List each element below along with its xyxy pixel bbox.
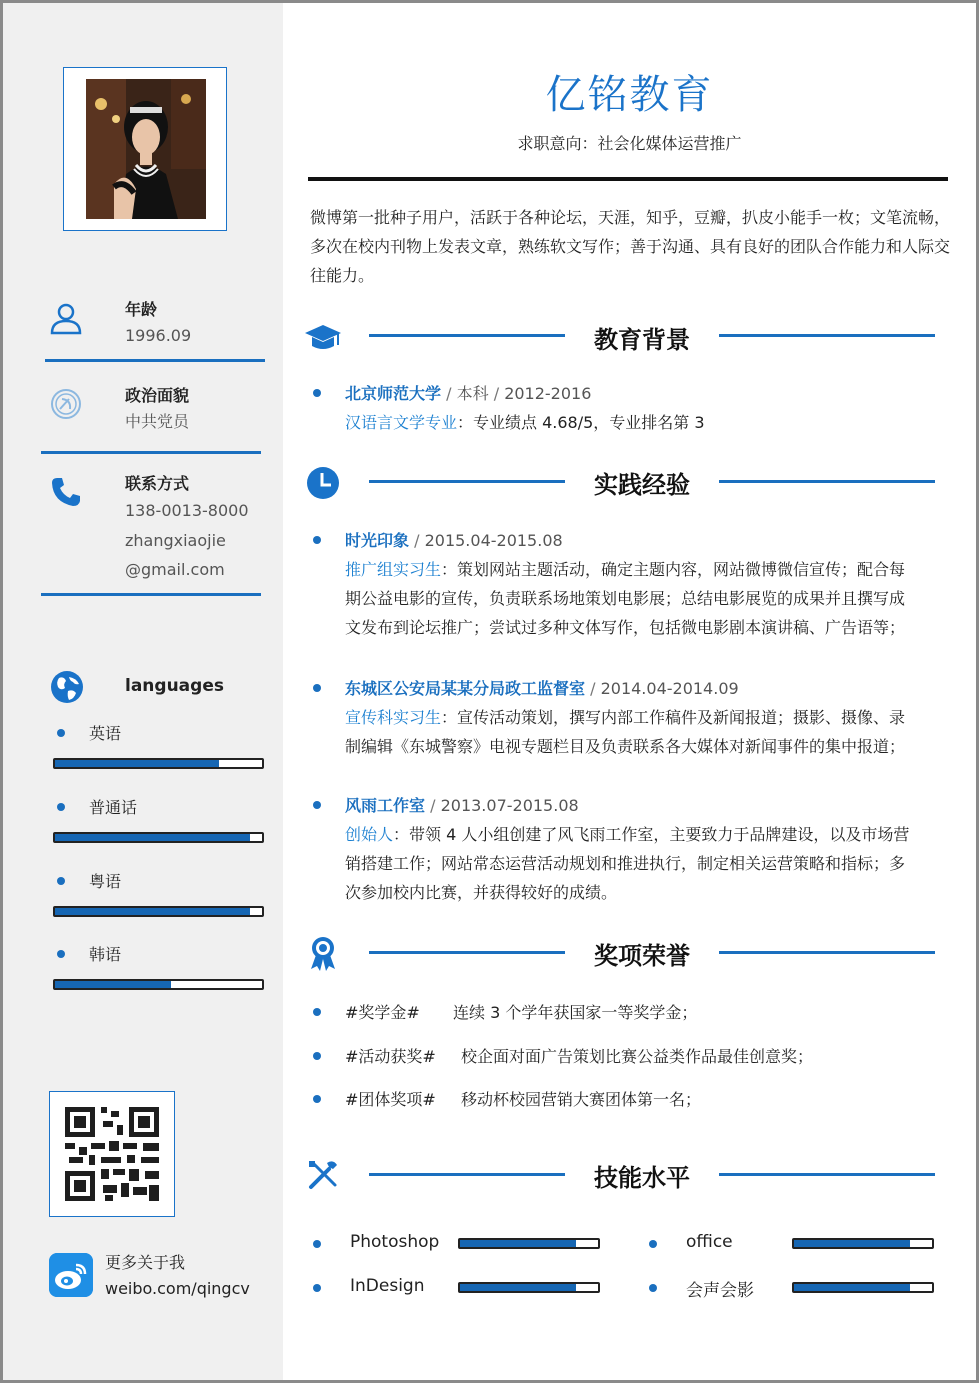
sidebar — [3, 3, 283, 1380]
weibo-link[interactable]: weibo.com/qingcv — [105, 1279, 250, 1298]
experience-detail-line — [345, 555, 950, 584]
skill-level-fill — [794, 1240, 910, 1247]
divider — [41, 451, 261, 454]
degree: 本科 — [456, 384, 489, 403]
language-item — [51, 721, 267, 771]
experience-period: 2014.04-2014.09 — [600, 679, 739, 698]
contact-block — [41, 471, 261, 601]
language-level-fill — [55, 981, 171, 988]
language-item — [51, 795, 267, 845]
experience-org: 东城区公安局某某分局政工监督室 — [345, 679, 586, 698]
section-line — [719, 480, 935, 483]
separator: / — [493, 384, 505, 403]
bullet — [313, 1284, 321, 1292]
skill-level-bar — [458, 1282, 600, 1293]
phone-icon — [49, 475, 83, 509]
bullet — [649, 1284, 657, 1292]
language-level-bar — [53, 979, 264, 990]
experience-detail-text: ：带领 4 人小组创建了风飞雨工作室，主要致力于品牌建设，以及市场营 — [393, 825, 910, 844]
bullet — [313, 1240, 321, 1248]
main-content — [283, 3, 976, 1380]
globe-icon — [49, 669, 85, 705]
skill-level-bar — [792, 1238, 934, 1249]
skill-level-bar — [458, 1238, 600, 1249]
bullet — [313, 801, 321, 809]
experience-detail-line — [345, 820, 950, 849]
language-level-bar — [53, 758, 264, 769]
major: 汉语言文学专业 — [345, 413, 458, 432]
language-level-bar — [53, 906, 264, 917]
language-name: 普通话 — [89, 798, 138, 817]
section-line — [369, 1173, 565, 1176]
skill-level-fill — [460, 1240, 576, 1247]
major-detail: ：专业绩点 4.68/5，专业排名第 3 — [457, 413, 705, 432]
education-major-row — [345, 408, 950, 437]
language-item — [51, 942, 267, 992]
language-level-bar — [53, 832, 264, 843]
experience-role: 宣传科实习生 — [345, 708, 442, 727]
education-title: 教育背景 — [594, 326, 690, 354]
politics-label: 政治面貌 — [125, 386, 190, 405]
email-line2: @gmail.com — [125, 560, 225, 579]
weibo-icon[interactable] — [49, 1253, 93, 1297]
school-name: 北京师范大学 — [345, 384, 442, 403]
languages-title: languages — [125, 676, 224, 696]
bullet — [57, 729, 65, 737]
experience-org: 时光印象 — [345, 531, 410, 550]
awards-title: 奖项荣誉 — [594, 942, 690, 970]
age-block — [41, 297, 261, 367]
bullet — [313, 1008, 321, 1016]
experience-detail-line — [345, 878, 950, 907]
skill-name: 会声会影 — [686, 1281, 754, 1301]
tools-icon — [303, 1155, 343, 1195]
phone-value: 138-0013-8000 — [125, 501, 249, 520]
experience-org: 风雨工作室 — [345, 796, 426, 815]
experience-detail-text: 期公益电影的宣传，负责联系场地策划电影展；总结电影展览的成果并且撰写成 — [345, 589, 906, 608]
section-line — [369, 334, 565, 337]
education-years: 2012-2016 — [504, 384, 592, 403]
award-description: 移动杯校园营销大赛团体第一名； — [461, 1090, 702, 1109]
profile-photo-frame — [63, 67, 227, 231]
self-summary: 微博第一批种子用户，活跃于各种论坛，天涯，知乎，豆瓣，扒皮小能手一枚；文笔流畅，多次在校内刊物上发表文章，熟练软文写作；善于沟通、具有良好的团队合作能力和人际交往能力。 — [310, 208, 951, 285]
contact-label: 联系方式 — [125, 474, 190, 493]
separator: / — [409, 531, 425, 550]
award-description: 校企面对面广告策划比赛公益类作品最佳创意奖； — [461, 1047, 814, 1066]
experience-detail-text: ：策划网站主题活动，确定主题内容，网站微博微信宣传；配合每 — [441, 560, 906, 579]
medal-icon — [303, 933, 343, 973]
profile-photo — [86, 79, 206, 219]
experience-detail-line — [345, 613, 950, 642]
experience-period: 2015.04-2015.08 — [424, 531, 563, 550]
experience-role: 创始人 — [345, 825, 394, 844]
user-icon — [49, 301, 83, 335]
experience-period: 2013.07-2015.08 — [440, 796, 579, 815]
bullet — [313, 536, 321, 544]
section-line — [369, 480, 565, 483]
experience-detail-text: 文发布到论坛推广；尝试过多种文体写作，包括微电影剧本演讲稿、广告语等； — [345, 618, 906, 637]
language-name: 韩语 — [89, 945, 122, 964]
clock-icon — [303, 463, 343, 503]
education-school-row — [345, 379, 950, 408]
age-value: 1996.09 — [125, 326, 192, 345]
skill-level-fill — [460, 1284, 576, 1291]
skill-name: InDesign — [350, 1276, 425, 1296]
bullet — [313, 684, 321, 692]
experience-header — [345, 674, 950, 703]
skill-level-fill — [794, 1284, 910, 1291]
experience-detail-line — [345, 584, 950, 613]
experience-detail-line — [345, 703, 950, 732]
language-level-fill — [55, 760, 219, 767]
section-line — [719, 951, 935, 954]
bullet — [313, 389, 321, 397]
more-about-me-label: 更多关于我 — [105, 1253, 186, 1272]
experience-detail-text: 制编辑《东城警察》电视专题栏目及负责联系各大媒体对新闻事件的集中报道； — [345, 737, 906, 756]
award-tag: #团体奖项# — [345, 1090, 436, 1109]
skills-title: 技能水平 — [594, 1164, 690, 1192]
language-name: 英语 — [89, 724, 122, 743]
skill-name: office — [686, 1232, 733, 1252]
award-description: 连续 3 个学年获国家一等奖学金； — [453, 1003, 698, 1022]
bullet — [649, 1240, 657, 1248]
divider — [41, 593, 261, 596]
award-tag: #奖学金# — [345, 1003, 420, 1022]
experience-title: 实践经验 — [594, 471, 690, 499]
experience-detail-text: 销搭建工作；网站常态运营活动规划和推进执行，制定相关运营策略和指标；多 — [345, 854, 906, 873]
language-level-fill — [55, 908, 250, 915]
job-intent: 求职意向：社会化媒体运营推广 — [517, 134, 742, 153]
experience-detail-text: 次参加校内比赛，并获得较好的成绩。 — [345, 883, 618, 902]
experience-detail-line — [345, 732, 950, 761]
bullet — [313, 1095, 321, 1103]
skill-level-bar — [792, 1282, 934, 1293]
qr-code — [61, 1103, 163, 1205]
language-name: 粤语 — [89, 872, 122, 891]
divider — [45, 359, 265, 362]
bullet — [313, 1052, 321, 1060]
experience-header — [345, 526, 950, 555]
bullet — [57, 950, 65, 958]
qr-code-frame — [49, 1091, 175, 1217]
section-line — [369, 951, 565, 954]
age-label: 年龄 — [125, 300, 158, 319]
bullet — [57, 803, 65, 811]
politics-block — [41, 383, 261, 453]
experience-detail-text: ：宣传活动策划，撰写内部工作稿件及新闻报道；摄影、摄像、录 — [441, 708, 906, 727]
candidate-name: 亿铭教育 — [545, 72, 714, 118]
skill-name: Photoshop — [350, 1232, 440, 1252]
politics-value: 中共党员 — [125, 412, 190, 431]
experience-header — [345, 791, 950, 820]
experience-detail-line — [345, 849, 950, 878]
award-tag: #活动获奖# — [345, 1047, 436, 1066]
section-line — [719, 1173, 935, 1176]
graduation-cap-icon — [303, 319, 343, 359]
experience-role: 推广组实习生 — [345, 560, 442, 579]
party-emblem-icon — [49, 387, 83, 421]
section-line — [719, 334, 935, 337]
bullet — [57, 877, 65, 885]
separator: / — [425, 796, 441, 815]
header-divider — [308, 177, 948, 181]
email-line1: zhangxiaojie — [125, 531, 226, 550]
language-level-fill — [55, 834, 250, 841]
language-item — [51, 869, 267, 919]
separator: / — [446, 384, 457, 403]
separator: / — [585, 679, 601, 698]
